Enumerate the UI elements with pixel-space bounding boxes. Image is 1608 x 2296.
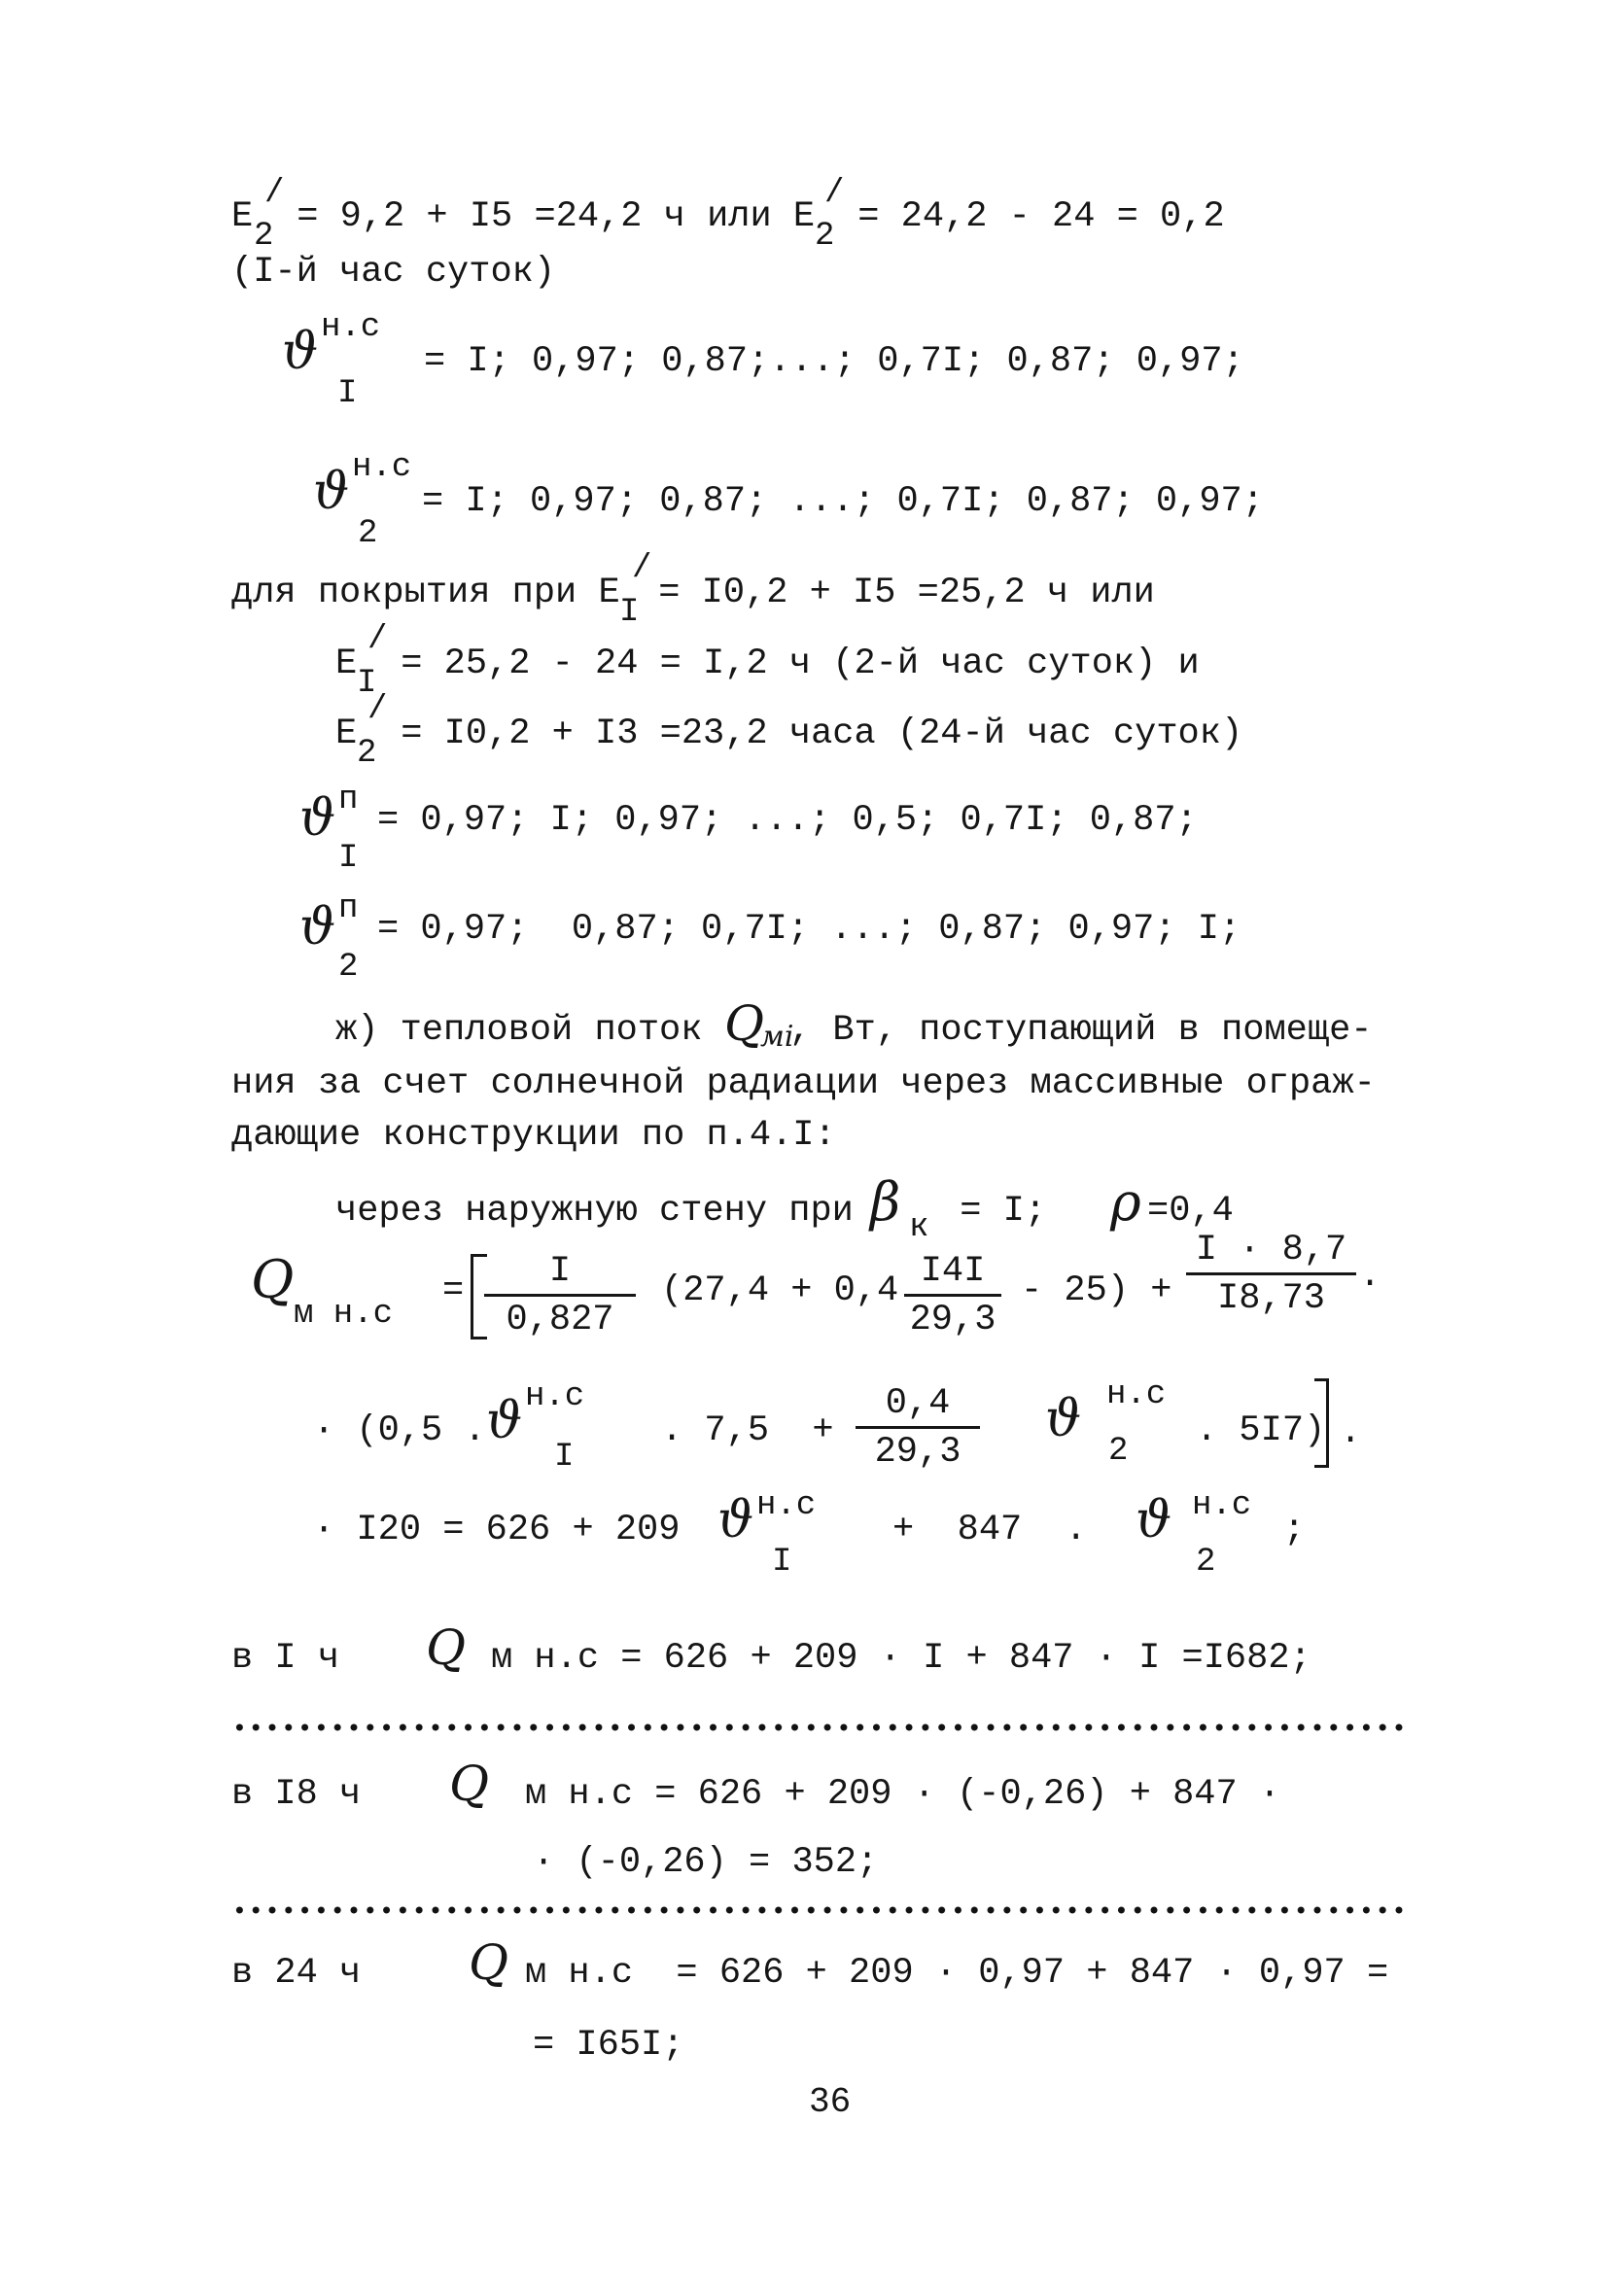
theta-values: = 0,97; I; 0,97; ...; 0,5; 0,7I; 0,87; xyxy=(377,800,1198,841)
e2-equation-text: = 24,2 - 24 = 0,2 xyxy=(836,196,1225,237)
theta-superscript: н.с xyxy=(756,1487,817,1524)
theta-symbol: ϑ xyxy=(717,1491,754,1549)
theta-values: = 0,97; 0,87; 0,7I; ...; 0,87; 0,97; I; xyxy=(377,909,1241,950)
hour-label: в I8 ч xyxy=(231,1774,362,1815)
prime-mark: / xyxy=(367,691,388,728)
condition-text: через наружную стену при xyxy=(335,1191,876,1232)
fraction-numerator: I · 8,7 xyxy=(1186,1233,1356,1275)
dotted-separator xyxy=(231,1905,1410,1915)
fraction-1-over-0827 xyxy=(484,1251,636,1340)
theta-subscript: 2 xyxy=(358,515,378,552)
theta-symbol: ϑ xyxy=(1136,1491,1172,1549)
theta-symbol: ϑ xyxy=(1045,1390,1082,1448)
condition-text: = I; xyxy=(938,1191,1090,1232)
fraction-141-over-293 xyxy=(904,1251,1001,1340)
q-symbol: Q xyxy=(251,1249,295,1310)
fraction-denominator: 29,3 xyxy=(874,1432,961,1473)
hour-label: в I ч xyxy=(231,1638,340,1679)
e2-text: = I0,2 + I3 =23,2 часа (24-й час суток) xyxy=(379,713,1243,754)
e-subscript: 2 xyxy=(815,218,835,255)
q-symbol: Q xyxy=(426,1619,466,1676)
formula-text: ; xyxy=(1283,1510,1306,1550)
prime-mark: / xyxy=(264,175,285,212)
paragraph-text: , Вт, поступающий в помеще- xyxy=(789,1010,1373,1051)
e1-text: = 25,2 - 24 = I,2 ч (2-й час суток) и xyxy=(379,644,1200,684)
theta-superscript: п xyxy=(338,782,359,818)
q-symbol: Q xyxy=(724,995,764,1052)
theta-superscript: н.с xyxy=(352,449,412,486)
roof-text: для покрытия при E xyxy=(231,573,620,613)
fraction-denominator: I8,73 xyxy=(1216,1278,1326,1319)
theta-values: = I; 0,97; 0,87; ...; 0,7I; 0,87; 0,97; xyxy=(422,481,1264,522)
theta-subscript: 2 xyxy=(338,949,359,986)
hour-formula-continuation: = I65I; xyxy=(533,2025,684,2066)
theta-subscript: I xyxy=(337,375,358,412)
hour-formula: м н.с = 626 + 209 · 0,97 + 847 · 0,97 = xyxy=(525,1953,1389,1994)
hour-formula: м н.с = 626 + 209 · (-0,26) + 847 · xyxy=(525,1774,1281,1815)
theta-subscript: 2 xyxy=(1196,1544,1216,1581)
rho-symbol: ρ xyxy=(1110,1171,1141,1233)
theta-subscript: I xyxy=(338,840,359,877)
formula-text: + 847 . xyxy=(892,1510,1087,1550)
fraction-numerator: I4I xyxy=(904,1254,1001,1297)
q-symbol: Q xyxy=(469,1934,508,1991)
theta-superscript: н.с xyxy=(1106,1376,1167,1413)
theta-subscript: I xyxy=(772,1544,792,1581)
paragraph-text: ния за счет солнечной радиации через массивные ограж- xyxy=(231,1063,1376,1104)
first-hour-note: (I-й час суток) xyxy=(231,252,556,293)
fraction-numerator: 0,4 xyxy=(856,1386,980,1429)
prime-mark: / xyxy=(367,621,388,658)
theta-symbol: ϑ xyxy=(313,463,350,521)
e-subscript: 2 xyxy=(254,218,274,255)
e-symbol: E xyxy=(335,713,358,754)
paragraph-text: дающие конструкции по п.4.I: xyxy=(231,1115,836,1156)
fraction-denominator: 0,827 xyxy=(506,1300,614,1340)
fraction-87-over-1873 xyxy=(1186,1230,1356,1319)
q-subscript: мi xyxy=(760,1020,794,1054)
right-bracket xyxy=(1314,1378,1329,1468)
dotted-separator xyxy=(231,1722,1410,1732)
formula-text: · I20 = 626 + 209 xyxy=(313,1510,681,1550)
hour-formula-continuation: · (-0,26) = 352; xyxy=(533,1842,879,1883)
page-number: 36 xyxy=(809,2082,852,2122)
formula-text: . 5I7) xyxy=(1196,1410,1326,1451)
formula-text: . 7,5 + xyxy=(661,1410,834,1451)
theta-values: = I; 0,97; 0,87;...; 0,7I; 0,87; 0,97; xyxy=(424,341,1244,382)
theta-superscript: п xyxy=(338,890,359,927)
q-subscript: м н.с xyxy=(294,1296,394,1333)
theta-superscript: н.с xyxy=(525,1378,585,1415)
beta-subscript: к xyxy=(909,1209,929,1246)
q-symbol: Q xyxy=(449,1756,489,1812)
roof-text: = I0,2 + I5 =25,2 ч или xyxy=(637,573,1155,613)
theta-symbol: ϑ xyxy=(299,898,336,957)
theta-subscript: I xyxy=(554,1439,575,1476)
formula-text: · (0,5 . xyxy=(313,1410,486,1451)
prime-mark: / xyxy=(824,175,845,212)
paragraph-text: ж) тепловой поток xyxy=(335,1010,724,1051)
theta-symbol: ϑ xyxy=(299,789,336,848)
multiply-dot: . xyxy=(1359,1256,1381,1297)
e-subscript: I xyxy=(619,594,640,631)
formula-text: (27,4 + 0,4 xyxy=(661,1270,899,1311)
equals-sign: = xyxy=(442,1270,465,1311)
e-symbol: E xyxy=(231,196,254,237)
beta-symbol: β xyxy=(870,1171,901,1233)
e2-equation-text: = 9,2 + I5 =24,2 ч или E xyxy=(275,196,816,237)
hour-formula: м н.с = 626 + 209 · I + 847 · I =I682; xyxy=(491,1638,1311,1679)
hour-label: в 24 ч xyxy=(231,1953,362,1994)
theta-symbol: ϑ xyxy=(282,323,319,381)
fraction-numerator: I xyxy=(484,1254,636,1297)
e-symbol: E xyxy=(335,644,358,684)
theta-subscript: 2 xyxy=(1108,1433,1129,1470)
e-subscript: 2 xyxy=(357,735,377,772)
fraction-04-over-293 xyxy=(856,1383,980,1473)
condition-text: =0,4 xyxy=(1147,1191,1234,1232)
prime-mark: / xyxy=(632,550,652,587)
fraction-denominator: 29,3 xyxy=(909,1300,996,1340)
e-subscript: I xyxy=(357,665,377,702)
multiply-dot: . xyxy=(1340,1412,1362,1453)
theta-superscript: н.с xyxy=(1192,1487,1252,1524)
formula-text: - 25) + xyxy=(1021,1270,1172,1311)
theta-superscript: н.с xyxy=(321,309,381,346)
theta-symbol: ϑ xyxy=(486,1392,523,1450)
